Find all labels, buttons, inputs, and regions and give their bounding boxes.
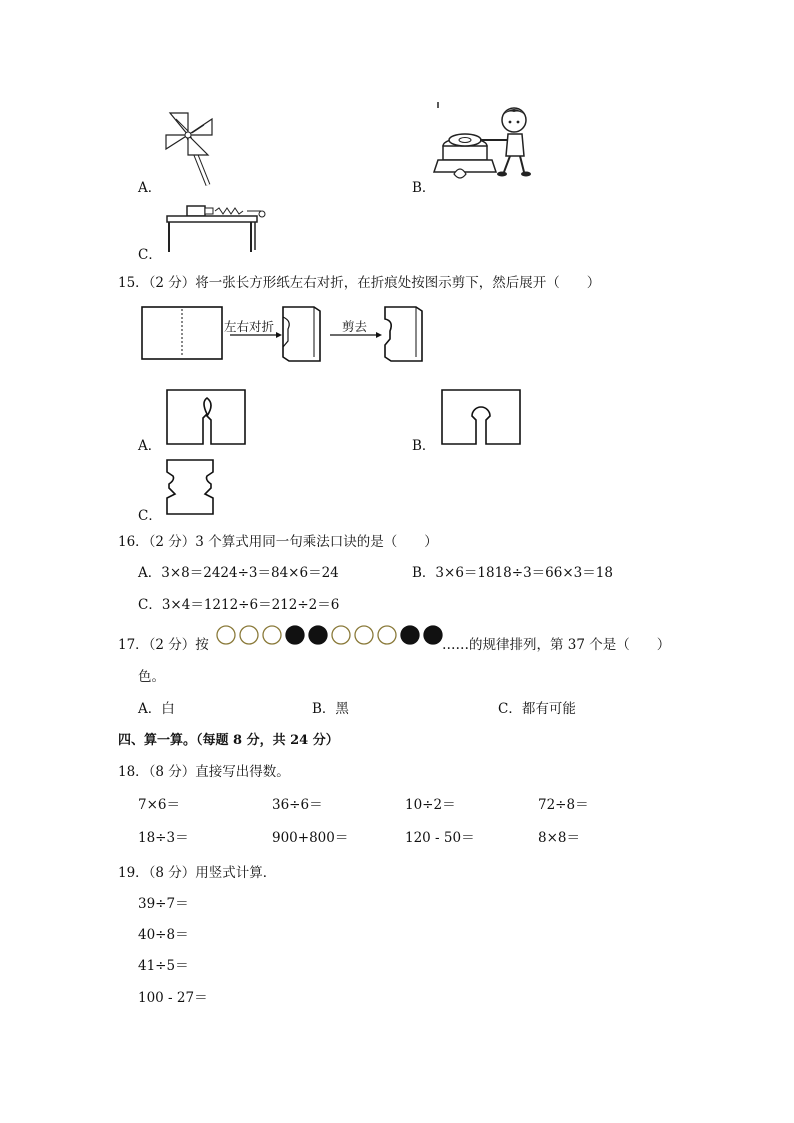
q18-item: 72÷8＝: [538, 797, 589, 813]
white-bead: [355, 626, 373, 644]
white-bead: [263, 626, 281, 644]
millstone-boy-image: [430, 100, 535, 190]
fold-cut-diagram: [140, 305, 430, 365]
q19-stem: 19．（8 分）用竖式计算．: [118, 865, 277, 881]
section-4-heading: 四、算一算。（每题 8 分，共 24 分）: [118, 733, 339, 748]
q18-item: 900+800＝: [272, 830, 349, 846]
q17-stem-suffix: ……的规律排列，第 37 个是（ ）: [442, 637, 671, 653]
white-bead: [332, 626, 350, 644]
q19-item: 39÷7＝: [138, 896, 189, 912]
q14-option-c-label[interactable]: C．: [138, 247, 162, 263]
q16-option-b[interactable]: B．3×6＝1818÷3＝66×3＝18: [412, 565, 613, 581]
q18-stem: 18．（8 分）直接写出得数。: [118, 764, 290, 780]
black-bead: [424, 626, 442, 644]
q18-item: 7×6＝: [138, 797, 180, 813]
q18-item: 18÷3＝: [138, 830, 189, 846]
black-bead: [286, 626, 304, 644]
q14-option-b-label[interactable]: B．: [412, 180, 436, 196]
white-bead: [217, 626, 235, 644]
white-bead: [378, 626, 396, 644]
black-bead: [401, 626, 419, 644]
cut-arrow-label: 剪去: [342, 319, 368, 334]
q17-option-c[interactable]: C．都有可能: [498, 701, 576, 717]
bead-pattern: [216, 625, 466, 647]
q17-stem-line2: 色。: [138, 669, 165, 685]
q15-option-c-label[interactable]: C．: [138, 508, 162, 524]
q19-item: 40÷8＝: [138, 927, 189, 943]
q15-option-b-shape: [440, 388, 522, 446]
q19-item: 100 - 27＝: [138, 990, 208, 1006]
q15-stem: 15．（2 分）将一张长方形纸左右对折，在折痕处按图示剪下，然后展开（ ）: [118, 275, 601, 291]
q15-option-b-label[interactable]: B．: [412, 438, 436, 454]
white-bead: [240, 626, 258, 644]
q15-option-a-shape: [165, 388, 247, 446]
q18-item: 10÷2＝: [405, 797, 456, 813]
q17-stem-prefix: 17．（2 分）按: [118, 637, 209, 653]
q16-option-c[interactable]: C．3×4＝1212÷6＝212÷2＝6: [138, 597, 340, 613]
q18-item: 120 - 50＝: [405, 830, 475, 846]
pinwheel-image: [160, 105, 230, 190]
q19-item: 41÷5＝: [138, 958, 189, 974]
q16-option-a[interactable]: A．3×8＝2424÷3＝84×6＝24: [138, 565, 339, 581]
q18-item: 8×8＝: [538, 830, 580, 846]
q14-option-a-label[interactable]: A．: [138, 180, 162, 196]
black-bead: [309, 626, 327, 644]
q17-option-b[interactable]: B．黑: [312, 701, 349, 717]
q15-option-a-label[interactable]: A．: [138, 438, 162, 454]
fold-arrow-label: 左右对折: [224, 319, 275, 334]
q18-item: 36÷6＝: [272, 797, 323, 813]
table-spring-image: [165, 202, 270, 254]
q17-option-a[interactable]: A．白: [138, 701, 175, 717]
q15-option-c-shape: [165, 458, 217, 516]
q16-stem: 16．（2 分）3 个算式用同一句乘法口诀的是（ ）: [118, 534, 438, 550]
